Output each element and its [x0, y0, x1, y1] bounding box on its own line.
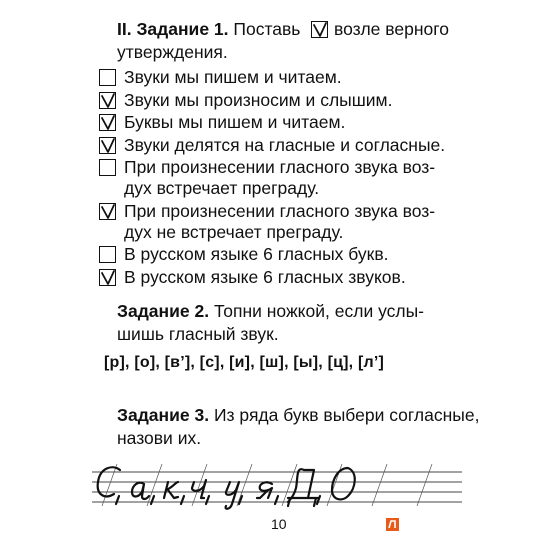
task3-line1	[117, 405, 479, 426]
page-number: 10	[271, 516, 287, 532]
statement-checkbox[interactable]	[99, 203, 116, 220]
statement-checkbox[interactable]	[99, 269, 116, 286]
statement-text: дух не встречает преграду.	[124, 221, 344, 242]
task2-text-line2: шишь гласный звук.	[117, 324, 279, 344]
task1-heading: II. Задание 1.	[117, 19, 229, 39]
task3-text-line1: Из ряда букв выбери согласные,	[213, 405, 480, 425]
publisher-logo-icon	[386, 518, 399, 531]
check-mark-icon	[99, 202, 117, 222]
task1-heading-line	[117, 19, 300, 40]
statement-text: При произнесении гласного звука воз-	[124, 157, 436, 177]
statement-checkbox[interactable]	[99, 114, 116, 131]
statement-text: В русском языке 6 гласных букв.	[124, 244, 389, 264]
statement-checkbox[interactable]	[99, 246, 116, 263]
check-mark-icon	[99, 136, 117, 156]
statement-checkbox[interactable]	[99, 137, 116, 154]
task2-text-line1: Топни ножкой, если услы-	[213, 301, 425, 321]
statement-checkbox[interactable]	[99, 69, 116, 86]
statement-text: дух встречает преграду.	[124, 178, 320, 198]
statement-text: В русском языке 6 гласных звуков.	[124, 266, 406, 287]
statement-text: При произнесении гласного звука воз-	[124, 200, 436, 221]
statement-text: Буквы мы пишем и читаем.	[124, 112, 346, 132]
check-mark-icon	[311, 20, 329, 40]
check-mark-icon	[99, 91, 117, 111]
statement-checkbox[interactable]	[99, 92, 116, 109]
check-mark-icon	[99, 113, 117, 133]
sound-list: [р], [о], [в’], [с], [и], [ш], [ы], [ц], [л’]	[104, 354, 385, 371]
check-mark-icon	[99, 268, 117, 288]
cursive-letters-image	[92, 456, 462, 512]
task1-instruction-before: Поставь	[233, 19, 301, 39]
task1-instruction-line2: утверждения.	[117, 42, 228, 62]
task2-heading: Задание 2.	[117, 301, 210, 321]
statement-checkbox[interactable]	[99, 159, 116, 176]
task3-text-line2: назови их.	[117, 428, 202, 448]
statement-text: Звуки мы произносим и слышим.	[124, 89, 393, 110]
task1-instruction-after: возле верного	[334, 19, 449, 39]
instruction-checkbox-sample	[311, 21, 328, 38]
statement-text: Звуки мы пишем и читаем.	[124, 67, 342, 87]
task2-line1	[117, 301, 424, 322]
statement-text: Звуки делятся на гласные и согласные.	[124, 134, 446, 155]
task3-heading: Задание 3.	[117, 405, 210, 425]
